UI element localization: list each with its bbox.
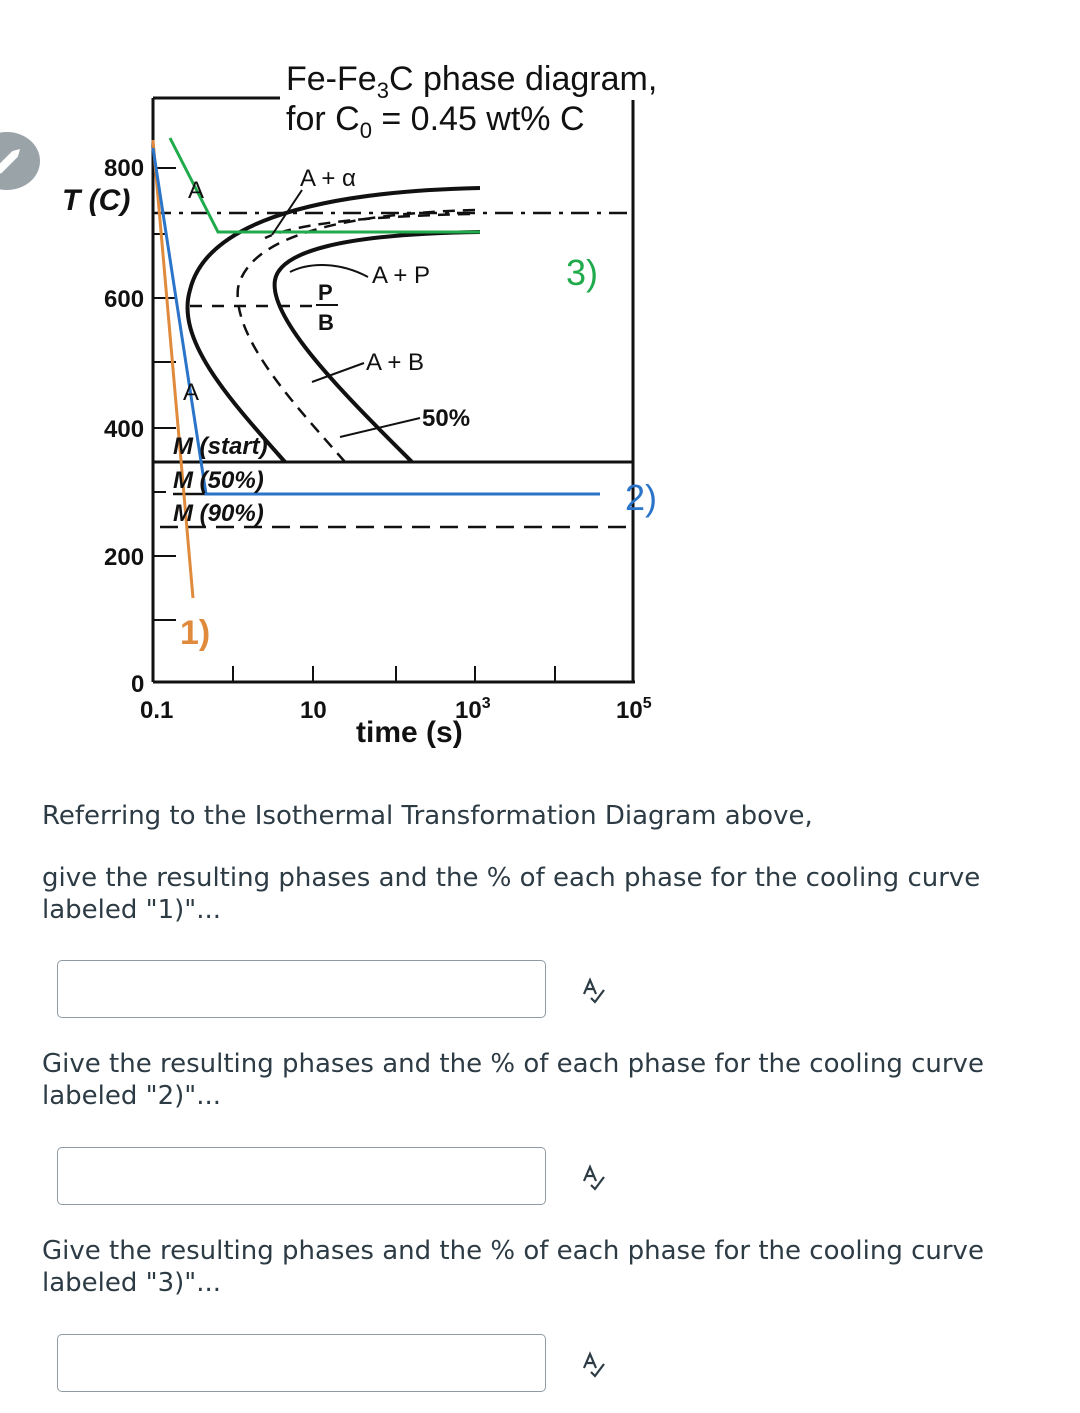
spellcheck-icon[interactable]	[578, 976, 608, 1006]
region-a-top: A	[188, 177, 205, 204]
fifty-percent-label: 50%	[422, 405, 471, 432]
diagram-title-line2: for $C_0 = 0.45$ wt% C	[286, 100, 585, 143]
x-axis-label: time (s)	[356, 716, 463, 749]
question-3: Give the resulting phases and the % of each phase for the cooling curve labeled "3)"...	[42, 1236, 984, 1298]
x-tick-marks	[233, 666, 555, 682]
region-a-p: A + P	[372, 262, 431, 289]
y-axis-label: T (C)	[62, 184, 131, 217]
spellcheck-icon[interactable]	[578, 1163, 608, 1193]
region-pointers	[272, 190, 420, 437]
x-tick-10: 10	[300, 697, 327, 724]
region-a-mid: A	[183, 379, 200, 406]
m-90-label: M (90%)	[173, 500, 264, 527]
region-a-b: A + B	[366, 349, 425, 376]
y-tick-0: 0	[131, 671, 145, 698]
curve-label-3: 3)	[566, 252, 599, 293]
answer-input-2[interactable]	[57, 1147, 546, 1205]
spellcheck-icon[interactable]	[578, 1350, 608, 1380]
y-tick-400: 400	[104, 416, 145, 443]
answer-input-1[interactable]	[57, 960, 546, 1018]
m-start-label: M (start)	[173, 433, 268, 460]
m-50-label: M (50%)	[173, 467, 264, 494]
x-tick-10-5: $10^5$	[616, 695, 652, 724]
y-tick-200: 200	[104, 544, 145, 571]
y-tick-600: 600	[104, 286, 145, 313]
y-tick-800: 800	[104, 155, 145, 182]
region-b: B	[318, 310, 334, 335]
answer-input-3[interactable]	[57, 1334, 546, 1392]
x-tick-10-3: $10^3$	[455, 695, 491, 724]
question-intro: Referring to the Isothermal Transformation Diagram above,	[42, 801, 813, 831]
question-2: Give the resulting phases and the % of each phase for the cooling curve labeled "2)"...	[42, 1049, 984, 1111]
region-a-alpha: A + α	[300, 165, 356, 192]
y-tick-marks	[153, 168, 176, 620]
region-p: P	[318, 280, 333, 305]
x-tick-0.1: 0.1	[140, 697, 174, 724]
question-1: give the resulting phases and the % of each phase for the cooling curve labeled "1)"...	[42, 863, 981, 925]
diagram-title-line1: $Fe-Fe_3C$ phase diagram,	[286, 60, 658, 103]
curve-label-2: 2)	[625, 477, 658, 518]
curve-label-1: 1)	[180, 614, 211, 652]
